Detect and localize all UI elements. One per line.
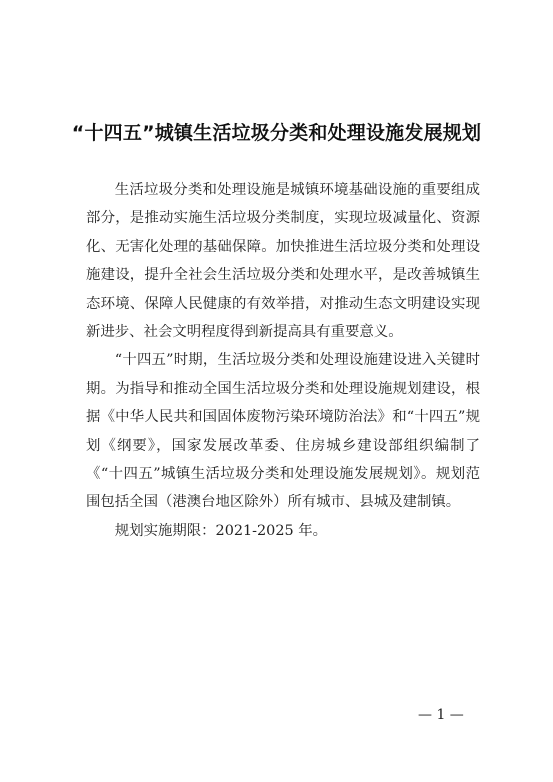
document-body [86, 176, 480, 545]
paragraph-3: 规划实施期限：2021-2025 年。 [114, 522, 327, 539]
paragraph-1: 生活垃圾分类和处理设施是城镇环境基础设施的重要组成部分，是推动实施生活垃圾分类制度，实现垃圾减量化、资源化、无害化处理的基础保障。加快推进生活垃圾分类和处理设施建设，提升全社会生活垃圾分类和处理水平，是改善城镇生态环境、保障人民健康的有效举措，对推动生态文明建设实现新进步、社会文明程度得到新提高具有重要意义。 [86, 182, 480, 341]
page-title: “十四五”城镇生活垃圾分类和处理设施发展规划 [71, 122, 482, 144]
page-number: — 1 — [418, 707, 464, 723]
paragraph-2: “十四五”时期，生活垃圾分类和处理设施建设进入关键时期。为指导和推动全国生活垃圾分类和处理设施规划建设，根据《中华人民共和国固体废物污染环境防治法》和“十四五”规划《纲要》，国家发展改革委、住房城乡建设部组织编制了《“十四五”城镇生活垃圾分类和处理设施发展规划》。规划范围包括全国（港澳台地区除外）所有城市、县城及建制镇。 [86, 352, 480, 511]
